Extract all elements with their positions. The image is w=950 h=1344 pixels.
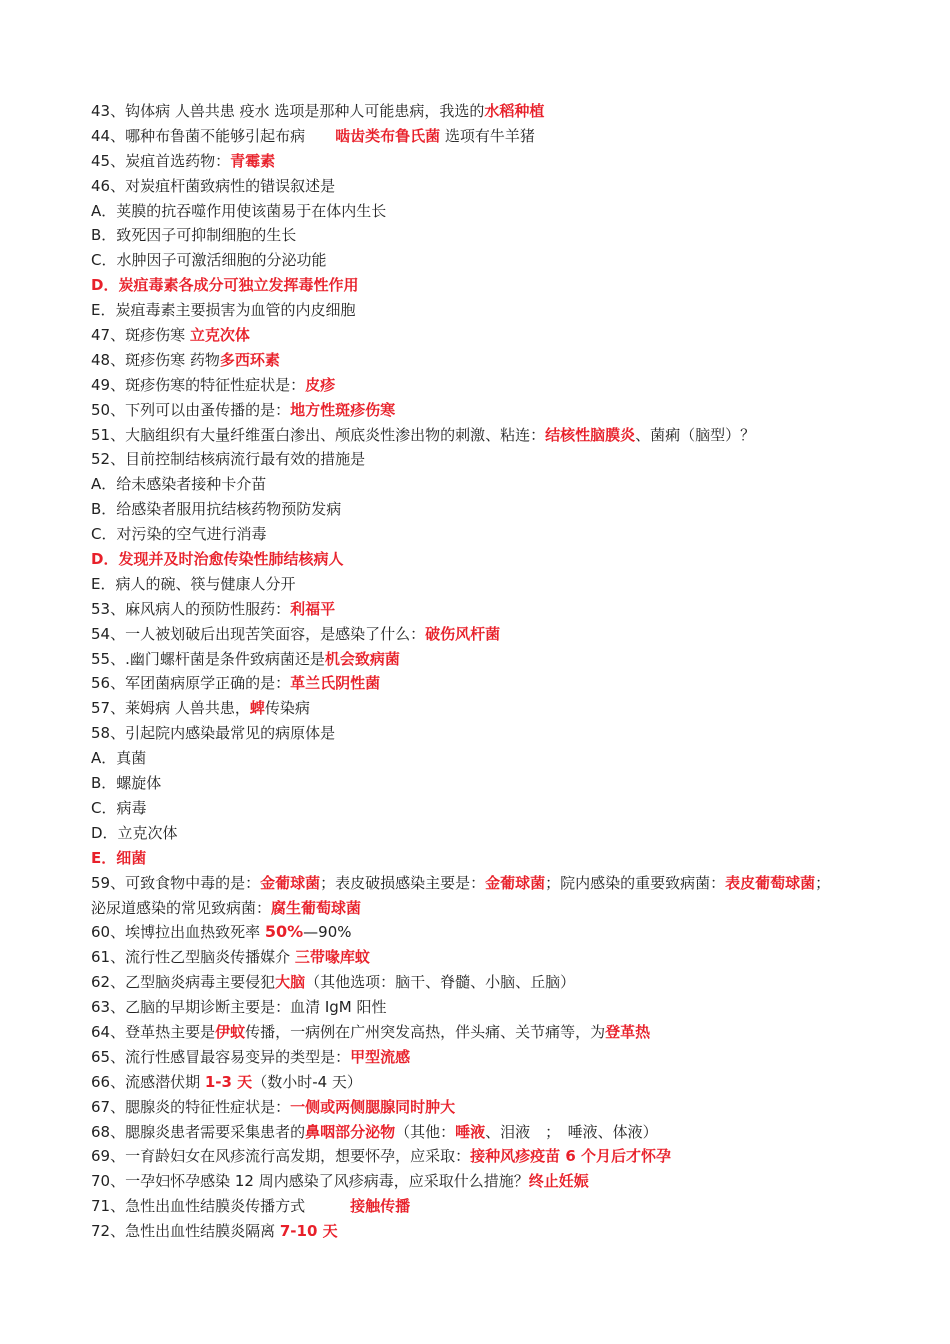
text-segment: 选项有牛羊猪 xyxy=(440,126,535,145)
text-line xyxy=(91,124,891,149)
answer-highlight: 皮疹 xyxy=(305,375,336,394)
text-line xyxy=(91,547,891,572)
text-line xyxy=(91,945,891,970)
answer-highlight: 水稻种植 xyxy=(484,102,545,120)
text-line xyxy=(91,497,891,522)
text-segment: 70、一孕妇怀孕感染 12 周内感染了风疹病毒，应采取什么措施？ xyxy=(91,1172,529,1191)
text-line xyxy=(91,323,891,348)
text-line xyxy=(91,671,891,696)
text-segment: ；表皮破损感染主要是： xyxy=(320,873,486,892)
text-segment: 55、.幽门螺杆菌是条件致病菌还是 xyxy=(91,649,325,668)
text-line xyxy=(91,771,891,796)
text-segment: 49、斑疹伤寒的特征性症状是： xyxy=(91,375,306,394)
text-segment: A．真菌 xyxy=(91,749,147,768)
text-line xyxy=(91,174,891,199)
text-line xyxy=(91,821,891,846)
answer-highlight: E．细菌 xyxy=(91,848,147,867)
text-line xyxy=(91,223,891,248)
text-line xyxy=(91,373,891,398)
text-line xyxy=(91,995,891,1020)
document-page xyxy=(91,99,891,1244)
text-line xyxy=(91,423,891,448)
answer-highlight: 革兰氏阴性菌 xyxy=(290,674,381,693)
text-segment: 、菌痢（脑型）？ xyxy=(635,425,756,444)
text-segment: C．病毒 xyxy=(91,798,147,817)
text-segment: ；院内感染的重要致病菌： xyxy=(545,873,726,892)
text-line xyxy=(91,696,891,721)
text-segment: 58、引起院内感染最常见的病原体是 xyxy=(91,724,336,743)
text-segment: 71、急性出血性结膜炎传播方式 xyxy=(91,1197,351,1216)
text-line xyxy=(91,647,891,672)
text-line xyxy=(91,298,891,323)
text-segment: 57、莱姆病 人兽共患， xyxy=(91,699,250,718)
answer-highlight: 接触传播 xyxy=(350,1197,411,1216)
text-segment: D．立克次体 xyxy=(91,823,178,842)
answer-highlight: 终止妊娠 xyxy=(528,1172,589,1191)
text-segment: 46、对炭疽杆菌致病性的错误叙述是 xyxy=(91,176,336,195)
text-segment: B．螺旋体 xyxy=(91,774,162,793)
text-line xyxy=(91,920,891,945)
answer-highlight: D．发现并及时治愈传染性肺结核病人 xyxy=(91,550,344,569)
text-segment: 68、腮腺炎患者需要采集患者的 xyxy=(91,1122,306,1141)
text-line xyxy=(91,622,891,647)
text-segment: 61、流行性乙型脑炎传播媒介 xyxy=(91,948,295,967)
answer-highlight: 1-3 天 xyxy=(204,1072,253,1091)
text-segment: 64、登革热主要是 xyxy=(91,1022,216,1041)
text-line xyxy=(91,846,891,871)
answer-highlight: 大脑 xyxy=(275,973,306,992)
answer-highlight: 结核性脑膜炎 xyxy=(545,425,636,444)
text-line xyxy=(91,746,891,771)
text-segment: 45、炭疽首选药物： xyxy=(91,151,231,170)
answer-highlight: 青霉素 xyxy=(230,151,276,170)
text-line xyxy=(91,1194,891,1219)
text-segment: B．给感染者服用抗结核药物预防发病 xyxy=(91,500,342,519)
answer-highlight: 金葡球菌 xyxy=(260,873,321,892)
text-segment: 43、钩体病 人兽共患 疫水 选项是那种人可能患病，我选的 xyxy=(91,102,485,120)
text-line xyxy=(91,1120,891,1145)
text-segment: 69、一育龄妇女在风疹流行高发期，想要怀孕，应采取： xyxy=(91,1147,471,1166)
text-line xyxy=(91,1095,891,1120)
text-line xyxy=(91,149,891,174)
answer-highlight: 金葡球菌 xyxy=(485,873,546,892)
text-line xyxy=(91,1144,891,1169)
text-line xyxy=(91,248,891,273)
answer-highlight: 机会致病菌 xyxy=(324,649,400,668)
text-line xyxy=(91,472,891,497)
answer-highlight: 50% xyxy=(264,922,304,942)
text-line xyxy=(91,522,891,547)
text-segment: 63、乙脑的早期诊断主要是：血清 IgM 阳性 xyxy=(91,998,387,1017)
answer-highlight: 7-10 天 xyxy=(279,1222,338,1241)
text-line xyxy=(91,398,891,423)
text-segment: B．致死因子可抑制细胞的生长 xyxy=(91,226,297,245)
text-segment: E．病人的碗、筷与健康人分开 xyxy=(91,574,296,593)
text-segment: 67、腮腺炎的特征性症状是： xyxy=(91,1097,291,1116)
text-segment: A．给未感染者接种卡介苗 xyxy=(91,475,267,494)
text-line xyxy=(91,1219,891,1244)
text-segment: ； xyxy=(815,873,831,892)
text-segment: E．炭疽毒素主要损害为血管的内皮细胞 xyxy=(91,301,356,320)
answer-highlight: 伊蚊 xyxy=(215,1022,246,1041)
text-line xyxy=(91,199,891,224)
text-line xyxy=(91,572,891,597)
text-segment: （其他选项：脑干、脊髓、小脑、丘脑） xyxy=(305,973,576,992)
text-segment: 、泪液 ； 唾液、体液） xyxy=(485,1122,658,1141)
text-segment: 66、流感潜伏期 xyxy=(91,1072,205,1091)
text-segment: 53、麻风病人的预防性服药： xyxy=(91,599,291,618)
answer-highlight: 唾液 xyxy=(455,1122,486,1141)
text-segment: （数小时-4 天） xyxy=(252,1072,362,1091)
text-line xyxy=(91,871,891,896)
answer-highlight: 一侧或两侧腮腺同时肿大 xyxy=(290,1097,456,1116)
text-segment: 48、斑疹伤寒 药物 xyxy=(91,350,220,369)
text-line xyxy=(91,597,891,622)
text-segment: 47、斑疹伤寒 xyxy=(91,326,190,345)
text-segment: 51、大脑组织有大量纤维蛋白渗出、颅底炎性渗出物的刺激、粘连： xyxy=(91,425,546,444)
text-line xyxy=(91,1070,891,1095)
text-line xyxy=(91,721,891,746)
answer-highlight: 立克次体 xyxy=(189,326,250,345)
text-segment: 54、一人被划破后出现苦笑面容，是感染了什么： xyxy=(91,624,426,643)
text-segment: 65、流行性感冒最容易变异的类型是： xyxy=(91,1047,351,1066)
answer-highlight: 甲型流感 xyxy=(350,1047,411,1066)
text-line xyxy=(91,273,891,298)
text-line xyxy=(91,970,891,995)
answer-highlight: 三带喙库蚊 xyxy=(294,948,370,967)
text-line xyxy=(91,1045,891,1070)
text-segment: C．水肿因子可激活细胞的分泌功能 xyxy=(91,251,327,270)
answer-highlight: D．炭疽毒素各成分可独立发挥毒性作用 xyxy=(91,276,359,295)
text-segment: 72、急性出血性结膜炎隔离 xyxy=(91,1222,280,1241)
answer-highlight: 腐生葡萄球菌 xyxy=(271,898,362,917)
answer-highlight: 蜱 xyxy=(249,699,265,718)
text-segment: 56、军团菌病原学正确的是： xyxy=(91,674,291,693)
text-segment: 52、目前控制结核病流行最有效的措施是 xyxy=(91,450,366,469)
text-segment: 传播，一病例在广州突发高热，伴头痛、关节痛等，为 xyxy=(245,1022,606,1041)
answer-highlight: 地方性斑疹伤寒 xyxy=(290,400,396,419)
text-segment: 传染病 xyxy=(264,699,310,718)
text-segment: 泌尿道感染的常见致病菌： xyxy=(91,898,272,917)
answer-highlight: 利福平 xyxy=(290,599,336,618)
answer-highlight: 啮齿类布鲁氏菌 xyxy=(335,126,441,145)
text-segment: 59、可致食物中毒的是： xyxy=(91,873,261,892)
text-segment: 44、哪种布鲁菌不能够引起布病 xyxy=(91,126,336,145)
text-segment: C．对污染的空气进行消毒 xyxy=(91,525,267,544)
text-segment: 62、乙型脑炎病毒主要侵犯 xyxy=(91,973,276,992)
text-segment: 50、下列可以由蚤传播的是： xyxy=(91,400,291,419)
answer-highlight: 登革热 xyxy=(605,1022,651,1041)
answer-highlight: 破伤风杆菌 xyxy=(425,624,501,643)
text-line xyxy=(91,896,891,921)
answer-highlight: 接种风疹疫苗 6 个月后才怀孕 xyxy=(470,1147,671,1166)
text-line xyxy=(91,99,891,124)
text-line xyxy=(91,447,891,472)
answer-highlight: 多西环素 xyxy=(219,350,280,369)
text-segment: A．荚膜的抗吞噬作用使该菌易于在体内生长 xyxy=(91,201,387,220)
text-line xyxy=(91,1169,891,1194)
text-line xyxy=(91,1020,891,1045)
text-segment: 60、埃博拉出血热致死率 xyxy=(91,923,265,942)
answer-highlight: 鼻咽部分泌物 xyxy=(305,1122,396,1141)
answer-highlight: 表皮葡萄球菌 xyxy=(725,873,816,892)
text-segment: （其他： xyxy=(395,1122,456,1141)
text-line xyxy=(91,796,891,821)
text-segment: —90% xyxy=(303,923,352,942)
text-line xyxy=(91,348,891,373)
